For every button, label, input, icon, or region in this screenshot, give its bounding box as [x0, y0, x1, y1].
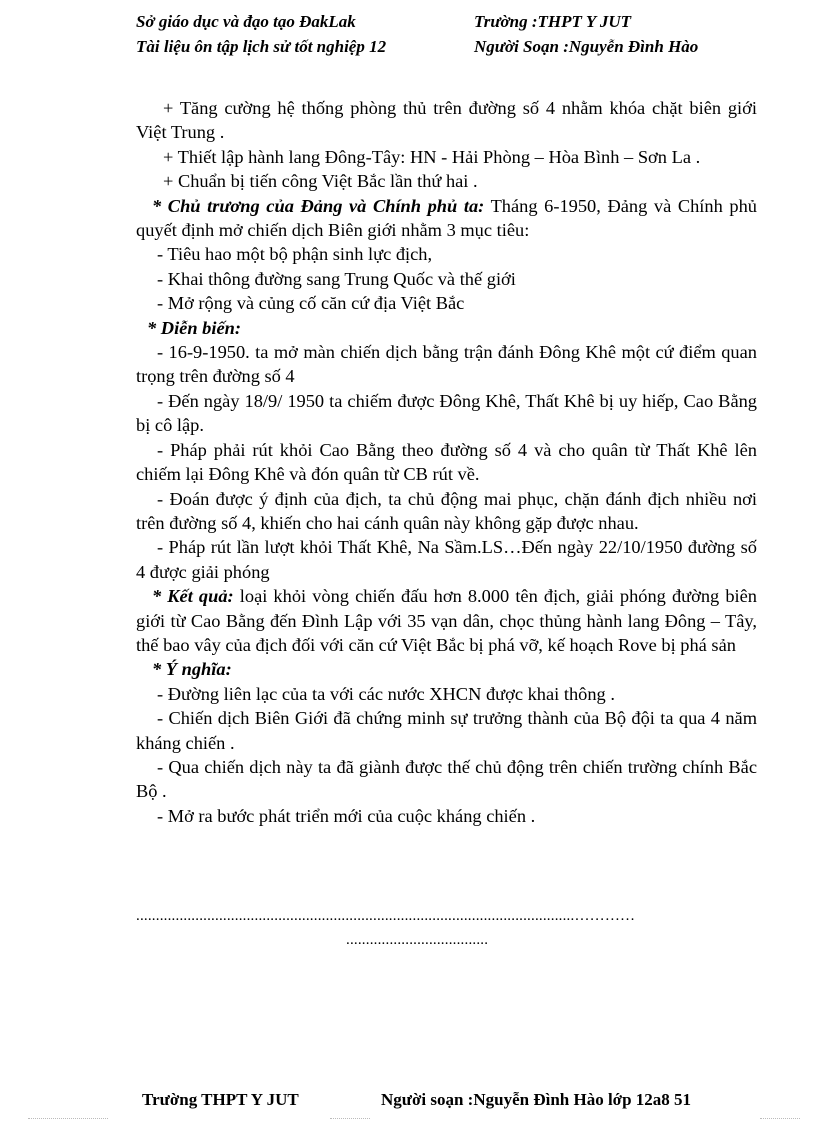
page-bottom-border: [0, 1118, 816, 1120]
party-policy-label: * Chủ trương của Đảng và Chính phủ ta:: [152, 195, 485, 216]
document-body: [136, 96, 757, 828]
list-item-significance-3: - Qua chiến dịch này ta đã giành được thế chủ động trên chiến trường chính Bắc Bộ .: [136, 756, 757, 802]
list-item-significance-1: - Đường liên lạc của ta với các nước XHCN được khai thông .: [157, 683, 615, 704]
section-heading-significance: * Ý nghĩa:: [152, 659, 232, 680]
list-item-progress-1: - 16-9-1950. ta mở màn chiến dịch bằng trận đánh Đông Khê một cứ điểm quan trọng trên đường số 4: [136, 342, 757, 387]
section-heading-progress: * Diễn biến:: [147, 317, 241, 338]
paragraph-prepare-attack: + Chuẩn bị tiến công Việt Bắc lần thứ hai .: [163, 171, 478, 192]
footer-school-name: Trường THPT Y JUT: [142, 1090, 299, 1109]
list-item-significance-2: - Chiến dịch Biên Giới đã chứng minh sự trưởng thành của Bộ đội ta qua 4 năm kháng chiến .: [136, 708, 757, 753]
list-item-progress-3: - Pháp phải rút khỏi Cao Bằng theo đường số 4 và cho quân từ Thất Khê lên chiếm lại Đông Khê và đón quân từ CB rút về.: [136, 439, 757, 485]
list-item-goal-1: - Tiêu hao một bộ phận sinh lực địch,: [157, 244, 433, 265]
result-label: * Kết quả:: [152, 586, 234, 607]
dotted-separator-long: ...............................................................................................................…………: [136, 908, 636, 924]
header-document-title: Tài liệu ôn tập lịch sử tốt nghiệp 12: [136, 37, 387, 56]
list-item-goal-2: - Khai thông đường sang Trung Quốc và thế giới: [157, 268, 516, 289]
list-item-goal-3: - Mở rộng và củng cố căn cứ địa Việt Bắc: [157, 293, 465, 314]
footer-author: Người soạn :Nguyễn Đình Hào lớp 12a8 51: [381, 1090, 692, 1109]
party-policy-text: Tháng 6-1950, Đảng và Chính phủ quyết định mở chiến dịch Biên giới nhằm 3 mục tiêu:: [136, 195, 757, 241]
list-item-progress-2: - Đến ngày 18/9/ 1950 ta chiếm được Đông Khê, Thất Khê bị uy hiếp, Cao Bằng bị cô lập.: [136, 390, 757, 436]
header-author: Người Soạn :Nguyễn Đình Hào: [474, 37, 699, 56]
header-school-name: Trường :THPT Y JUT: [474, 12, 632, 31]
result-text: loại khỏi vòng chiến đấu hơn 8.000 tên địch, giải phóng đường biên giới từ Cao Bằng đến Đình Lập với 35 vạn dân, chọc thủng hành lang Đông – Tây, thế bao vây của địch đối với căn cứ Việt Bắc bị phá vỡ, kế hoạch Rove bị phá sản: [136, 586, 757, 655]
list-item-progress-4: - Đoán được ý định của địch, ta chủ động mai phục, chặn đánh địch nhiều nơi trên đường số 4, khiến cho hai cánh quân này không gặp được nhau.: [136, 488, 757, 533]
list-item-significance-4: - Mở ra bước phát triển mới của cuộc kháng chiến .: [157, 805, 536, 826]
header-school-department: Sở giáo dục và đạo tạo ĐakLak: [136, 12, 356, 31]
paragraph-result: [136, 584, 757, 657]
list-item-progress-5: - Pháp rút lần lượt khỏi Thất Khê, Na Sầm.LS…Đến ngày 22/10/1950 đường số 4 được giải phóng: [136, 537, 757, 582]
paragraph-defense-route4: + Tăng cường hệ thống phòng thủ trên đường số 4 nhằm khóa chặt biên giới Việt Trung .: [136, 98, 757, 143]
paragraph-east-west-corridor: + Thiết lập hành lang Đông-Tây: HN - Hải Phòng – Hòa Bình – Sơn La .: [163, 146, 701, 167]
paragraph-party-policy: [136, 194, 757, 243]
dotted-separator-short: ....................................: [346, 932, 489, 948]
